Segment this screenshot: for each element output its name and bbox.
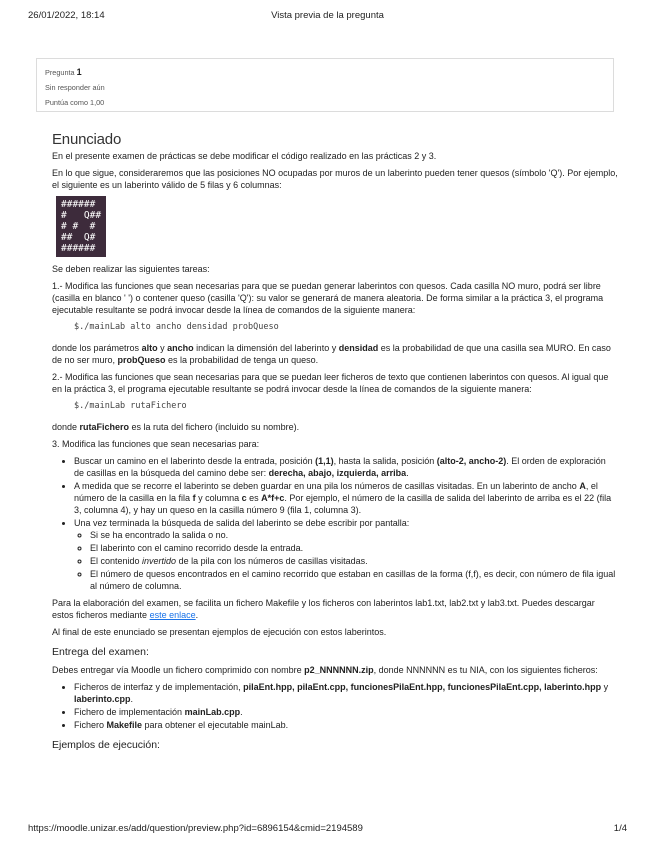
task1-command: $./mainLab alto ancho densidad probQueso bbox=[74, 322, 279, 332]
question-score: Puntúa como 1,00 bbox=[45, 98, 105, 107]
question-status: Sin responder aún bbox=[45, 83, 105, 92]
question-info-box bbox=[36, 58, 614, 112]
files-paragraph: Para la elaboración del examen, se facilita un fichero Makefile y los ficheros con laberintos lab1.txt, lab2.txt y lab3.txt. Puedes descargar estos ficheros mediante este enlace. bbox=[52, 598, 595, 620]
task2-command: $./mainLab rutaFichero bbox=[74, 401, 187, 411]
list-item: • Buscar un camino en el laberinto desde la entrada, posición (1,1), hasta la salida, posición (alto-2, ancho-2). El orden de exploración de casillas en la búsqueda del camino debe ser: derecha, abajo, izquierda, arriba. bbox=[74, 455, 618, 479]
examples-title: Ejemplos de ejecución: bbox=[52, 739, 160, 751]
download-link[interactable]: este enlace bbox=[149, 610, 196, 620]
list-item: ◦ El laberinto con el camino recorrido desde la entrada. bbox=[90, 542, 618, 554]
list-item: • Fichero Makefile para obtener el ejecutable mainLab. bbox=[74, 719, 618, 731]
print-page-number: 1/4 bbox=[613, 823, 627, 834]
question-statement bbox=[52, 131, 618, 757]
question-label: Pregunta bbox=[45, 68, 75, 77]
task2-params: donde rutaFichero es la ruta del fichero (incluido su nombre). bbox=[52, 422, 300, 432]
list-item: ◦ Si se ha encontrado la salida o no. bbox=[90, 529, 618, 541]
maze-example: ###### # Q## # # # ## Q# ###### bbox=[56, 196, 106, 257]
statement-title: Enunciado bbox=[52, 131, 122, 148]
list-item: ◦ El contenido invertido de la pila con los números de casillas visitadas. bbox=[90, 555, 618, 567]
tasks-intro: Se deben realizar las siguientes tareas: bbox=[52, 264, 210, 274]
param-densidad: densidad bbox=[338, 343, 379, 353]
examples-note: Al final de este enunciado se presentan ejemplos de ejecución con estos laberintos. bbox=[52, 627, 387, 637]
list-item: • Una vez terminada la búsqueda de salida del laberinto se debe escribir por pantalla: ◦ Si se ha encontrado la salida o no. ◦ El laberinto con el camino recorrido desde la entrada. ◦ El contenido invertido de la pila con los números de casillas visitadas. ◦ El número de quesos encontrados en el camino recorrido que estaban en casillas de la forma (f,f), es decir, con número de fila igual al número de columna. bbox=[74, 517, 618, 592]
print-datetime: 26/01/2022, 18:14 bbox=[28, 10, 105, 21]
list-item: ◦ El número de quesos encontrados en el camino recorrido que estaban en casillas de la forma (f,f), es decir, con número de fila igual al número de columna. bbox=[90, 568, 618, 592]
param-probqueso: probQueso bbox=[117, 355, 166, 365]
delivery-list bbox=[52, 681, 618, 731]
param-alto: alto bbox=[141, 343, 158, 353]
list-item: • A medida que se recorre el laberinto se deben guardar en una pila los números de casillas visitadas. En un laberinto de ancho A, el número de la casilla en la fila f y columna c es A*f+c. Por ejemplo, el número de la casilla de salida del laberinto de arriba es el 22 (fila 3, columna 4), y hay un queso en la casilla número 9 (fila 1, columna 3). bbox=[74, 480, 618, 516]
delivery-text: Debes entregar vía Moodle un fichero comprimido con nombre p2_NNNNNN.zip, donde NNNNNN es tu NIA, con los siguientes ficheros: bbox=[52, 665, 598, 675]
question-number: 1 bbox=[76, 67, 82, 77]
task1-text: 1.- Modifica las funciones que sean necesarias para que se puedan generar laberintos con quesos. Cada casilla NO muro, podrá ser libre (casilla en blanco ' ') o contener queso (casilla 'Q'): su valor se generará de manera aleatoria. De forma similar a la práctica 3, el programa ejecutable resultante se podrá invocar desde la línea de comandos de la siguiente manera: bbox=[52, 281, 604, 315]
param-ancho: ancho bbox=[167, 343, 194, 353]
print-page-title: Vista previa de la pregunta bbox=[271, 10, 384, 21]
zip-filename: p2_NNNNNN.zip bbox=[304, 665, 374, 675]
statement-intro: En el presente examen de prácticas se debe modificar el código realizado en las prácticas 2 y 3. bbox=[52, 151, 437, 161]
task3-list bbox=[52, 455, 618, 592]
task2-text: 2.- Modifica las funciones que sean necesarias para que se puedan leer ficheros de texto que contienen laberintos con quesos. Al igual que en la práctica 3, el programa ejecutable resultante se podrá invocar desde la línea de comandos de la siguiente manera: bbox=[52, 372, 609, 394]
list-item: • Fichero de implementación mainLab.cpp. bbox=[74, 706, 618, 718]
statement-cheese-intro: En lo que sigue, consideraremos que las posiciones NO ocupadas por muros de un laberinto pueden tener quesos (símbolo 'Q'). Por ejemplo, el siguiente es un laberinto válido de 5 filas y 6 columnas: bbox=[52, 168, 618, 190]
delivery-title: Entrega del examen: bbox=[52, 646, 149, 658]
task1-params: donde los parámetros alto y ancho indican la dimensión del laberinto y densidad es la probabilidad de que una casilla sea MURO. En caso de no ser muro, probQueso es la probabilidad de tenga un queso. bbox=[52, 343, 611, 365]
output-list bbox=[74, 529, 618, 592]
param-rutafichero: rutaFichero bbox=[79, 422, 130, 432]
list-item: • Ficheros de interfaz y de implementación, pilaEnt.hpp, pilaEnt.cpp, funcionesPilaEnt.hpp, funcionesPilaEnt.cpp, laberinto.hpp y laberinto.cpp. bbox=[74, 681, 618, 705]
task3-intro: 3. Modifica las funciones que sean necesarias para: bbox=[52, 439, 260, 449]
question-number-row bbox=[45, 65, 613, 80]
print-url: https://moodle.unizar.es/add/question/preview.php?id=6896154&cmid=2194589 bbox=[28, 823, 363, 834]
